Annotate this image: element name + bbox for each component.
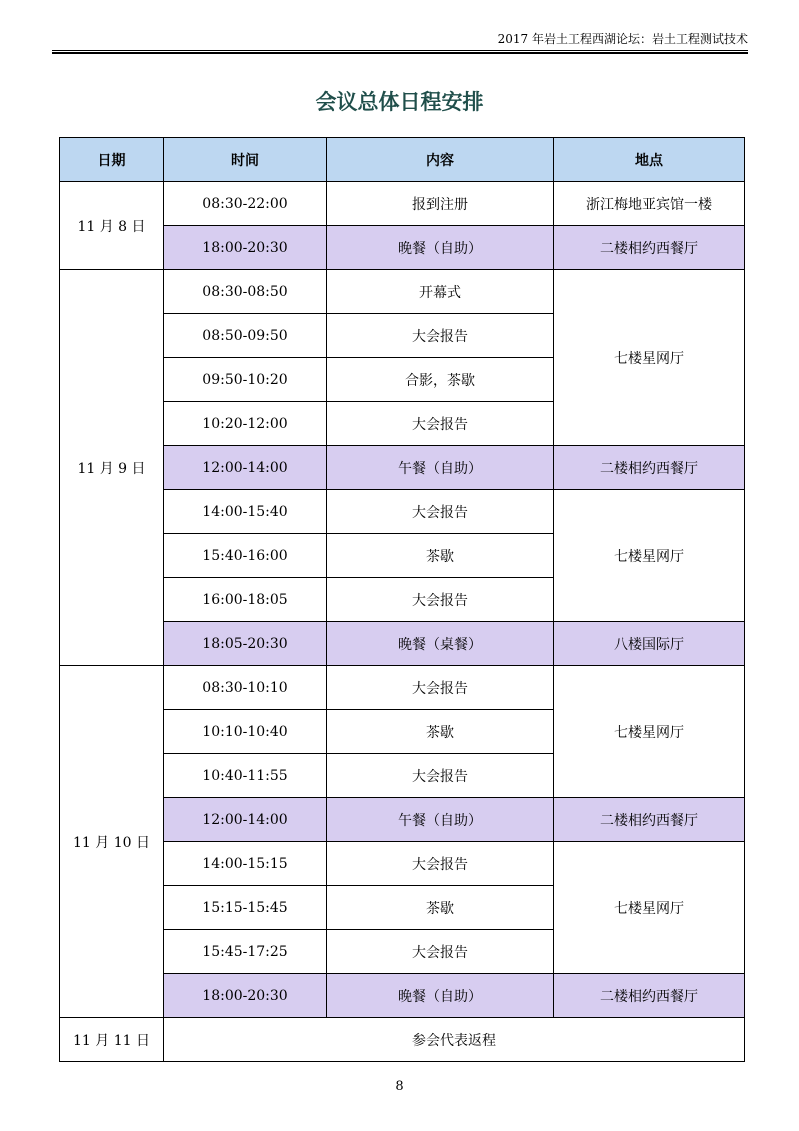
column-header-date: 日期 [60,138,164,182]
content-cell: 大会报告 [327,666,554,710]
running-header: 2017 年岩土工程西湖论坛：岩土工程测试技术 [52,30,748,51]
time-cell: 10:20-12:00 [164,402,327,446]
content-cell: 报到注册 [327,182,554,226]
content-cell: 晚餐（自助） [327,974,554,1018]
content-cell: 午餐（自助） [327,446,554,490]
location-cell: 七楼星网厅 [554,842,745,974]
date-cell: 11 月 9 日 [60,270,164,666]
table-row [60,666,745,710]
column-header-location: 地点 [554,138,745,182]
content-cell: 大会报告 [327,402,554,446]
time-cell: 10:10-10:40 [164,710,327,754]
content-cell: 晚餐（自助） [327,226,554,270]
content-cell: 午餐（自助） [327,798,554,842]
time-cell: 15:45-17:25 [164,930,327,974]
time-cell: 18:00-20:30 [164,226,327,270]
table-row [60,182,745,226]
date-cell: 11 月 8 日 [60,182,164,270]
schedule-table [59,137,745,1062]
page-title: 会议总体日程安排 [315,90,484,114]
location-cell: 二楼相约西餐厅 [554,446,745,490]
location-cell: 二楼相约西餐厅 [554,798,745,842]
date-cell: 11 月 10 日 [60,666,164,1018]
location-cell: 二楼相约西餐厅 [554,226,745,270]
time-cell: 12:00-14:00 [164,798,327,842]
time-cell: 15:15-15:45 [164,886,327,930]
table-row [60,1018,745,1062]
location-cell: 七楼星网厅 [554,270,745,446]
content-cell: 茶歇 [327,710,554,754]
content-cell: 开幕式 [327,270,554,314]
content-cell: 合影，茶歇 [327,358,554,402]
location-cell: 浙江梅地亚宾馆一楼 [554,182,745,226]
time-cell: 08:30-08:50 [164,270,327,314]
content-cell: 大会报告 [327,490,554,534]
time-cell: 18:05-20:30 [164,622,327,666]
content-cell: 大会报告 [327,930,554,974]
content-cell: 晚餐（桌餐） [327,622,554,666]
content-cell: 茶歇 [327,534,554,578]
location-cell: 二楼相约西餐厅 [554,974,745,1018]
time-cell: 09:50-10:20 [164,358,327,402]
location-cell: 七楼星网厅 [554,666,745,798]
time-cell: 08:30-10:10 [164,666,327,710]
content-cell: 大会报告 [327,314,554,358]
note-cell: 参会代表返程 [164,1018,745,1062]
time-cell: 16:00-18:05 [164,578,327,622]
time-cell: 12:00-14:00 [164,446,327,490]
content-cell: 大会报告 [327,842,554,886]
column-header-content: 内容 [327,138,554,182]
page-number: 8 [395,1079,404,1094]
time-cell: 08:30-22:00 [164,182,327,226]
time-cell: 15:40-16:00 [164,534,327,578]
header-rule [52,52,748,54]
location-cell: 八楼国际厅 [554,622,745,666]
content-cell: 茶歇 [327,886,554,930]
table-row [60,270,745,314]
time-cell: 18:00-20:30 [164,974,327,1018]
content-cell: 大会报告 [327,578,554,622]
table-header-row [60,138,745,182]
column-header-time: 时间 [164,138,327,182]
location-cell: 七楼星网厅 [554,490,745,622]
content-cell: 大会报告 [327,754,554,798]
time-cell: 14:00-15:15 [164,842,327,886]
time-cell: 08:50-09:50 [164,314,327,358]
date-cell: 11 月 11 日 [60,1018,164,1062]
time-cell: 14:00-15:40 [164,490,327,534]
time-cell: 10:40-11:55 [164,754,327,798]
